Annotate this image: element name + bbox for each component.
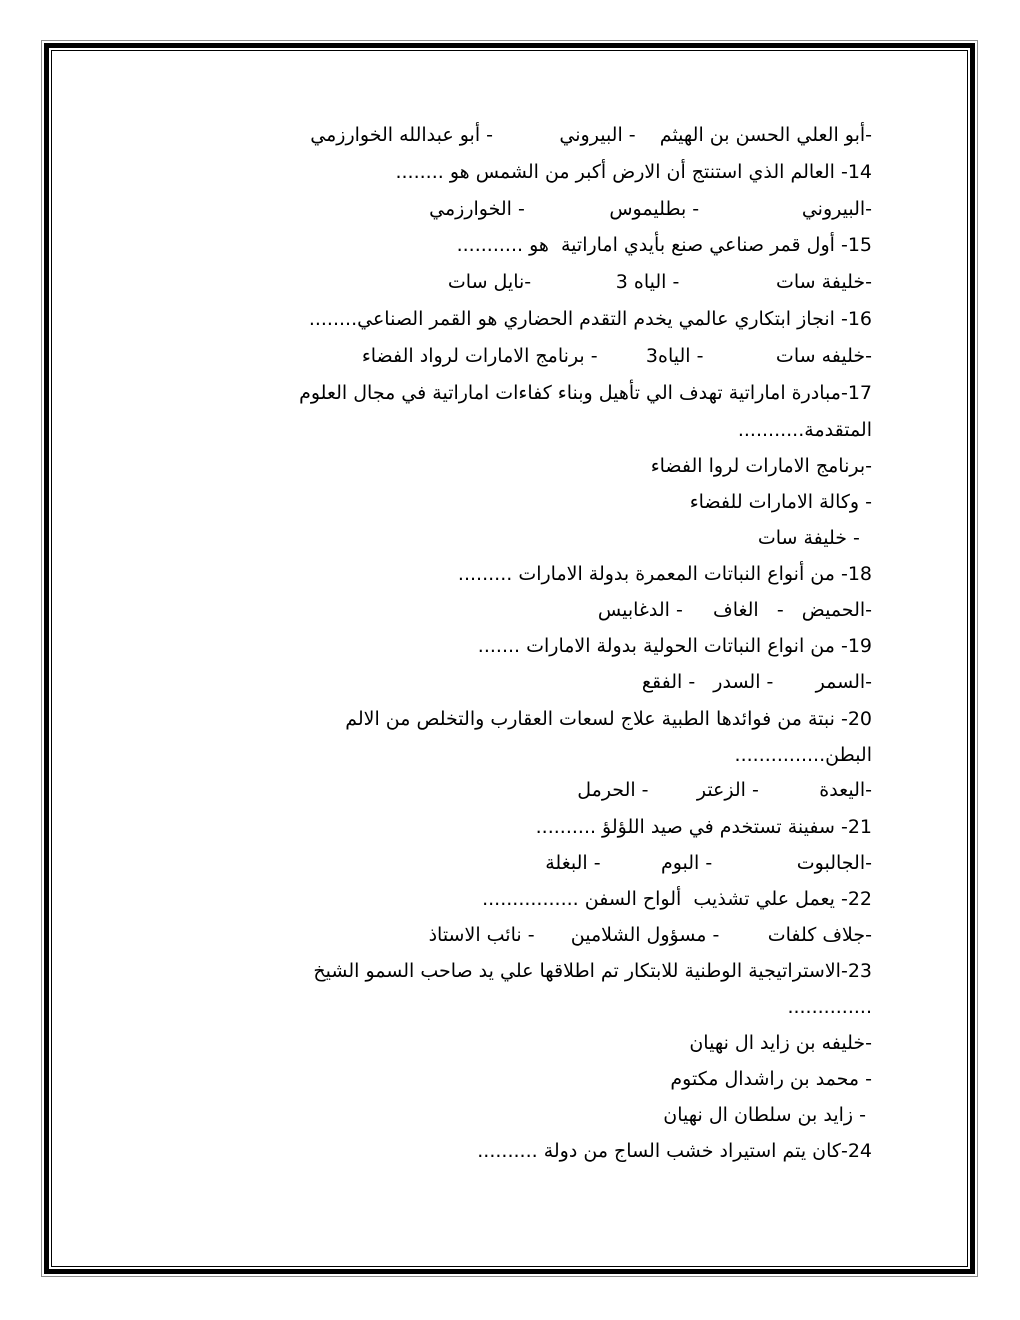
q20-options: -اليعدة - الزعتر - الحرمل [577, 779, 872, 801]
q22-question: 22- يعمل علي تشذيب ألواح السفن ................ [482, 888, 872, 910]
q23-question: 23-الاستراتيجية الوطنية للابتكار تم اطلاقها علي يد صاحب السمو الشيخ [313, 960, 872, 982]
q16-options: -خليفه سات - الياه3 - برنامج الامارات لرواد الفضاء [361, 345, 872, 367]
q23-option-1: -خليفه بن زايد ال نهيان [689, 1032, 872, 1054]
q23-option-3: - زايد بن سلطان ال نهيان [663, 1104, 872, 1126]
q18-question: 18- من أنواع النباتات المعمرة بدولة الامارات ......... [457, 563, 872, 585]
question-list [200, 0, 872, 1320]
q20-question: 20- نبتة من فوائدها الطبية علاج لسعات العقارب والتخلص من الالم [345, 708, 872, 730]
q17-option-3: - خليفة سات [757, 527, 872, 549]
q14-question: 14- العالم الذي استنتج أن الارض أكبر من الشمس هو ........ [395, 161, 872, 183]
q24-question: 24-كان يتم استيراد خشب الساج من دولة .......... [477, 1140, 872, 1162]
q15-question: 15- أول قمر صناعي صنع بأيدي اماراتية هو ........... [456, 234, 872, 256]
q14-options: -البيروني - بطليموس - الخوارزمي [429, 198, 872, 220]
q23-option-2: - محمد بن راشدال مكتوم [670, 1068, 872, 1090]
q17-option-1: -برنامج الامارات لروا الفضاء [650, 455, 872, 477]
q21-options: -الجالبوت - البوم - البغلة [545, 852, 872, 874]
q17-question: 17-مبادرة اماراتية تهدف الي تأهيل وبناء كفاءات اماراتية في مجال العلوم [299, 382, 872, 404]
q18-options: -الحميض - الغاف - الدغابيس [597, 599, 872, 621]
q16-question: 16- انجاز ابتكاري عالمي يخدم التقدم الحضاري هو القمر الصناعي........ [308, 308, 872, 330]
q19-question: 19- من انواع النباتات الحولية بدولة الامارات ....... [477, 635, 872, 657]
q17-question-continued: المتقدمة........... [737, 419, 872, 441]
q20-question-continued: البطن............... [734, 744, 872, 766]
q15-options: -خليفة سات - الياه 3 -نايل سات [447, 271, 872, 293]
q13-options: -أبو العلي الحسن بن الهيثم - البيروني - أبو عبدالله الخوارزمي [310, 124, 872, 146]
q22-options: -جلاف كلفات - مسؤول الشلامين - نائب الاستاذ [428, 924, 872, 946]
q21-question: 21- سفينة تستخدم في صيد اللؤلؤ .......... [535, 816, 872, 838]
q19-options: -السمر - السدر - الفقع [641, 671, 872, 693]
q23-question-continued: .............. [787, 996, 872, 1018]
q17-option-2: - وكالة الامارات للفضاء [689, 491, 872, 513]
